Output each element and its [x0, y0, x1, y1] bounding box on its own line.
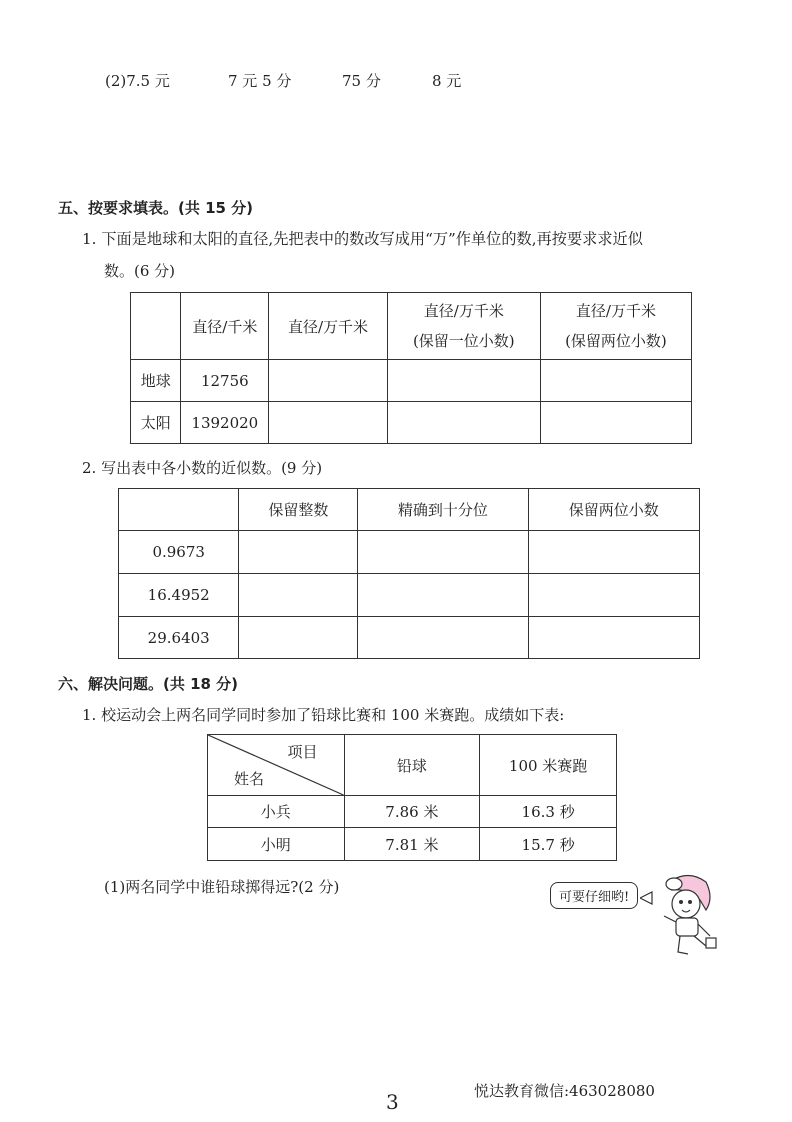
answer-cell[interactable]: [239, 617, 358, 659]
table-row: [131, 360, 692, 402]
results-table: [207, 734, 617, 861]
diameter-corner-cell: [131, 293, 181, 360]
answer-cell[interactable]: [387, 360, 540, 402]
results-header-shot: 铅球: [344, 735, 480, 796]
table-row: [208, 828, 617, 861]
section5-title: 五、按要求填表。(共 15 分): [58, 199, 254, 217]
answer-cell[interactable]: [540, 360, 691, 402]
s6-q1-text: 1. 校运动会上两名同学同时参加了铅球比赛和 100 米赛跑。成绩如下表:: [82, 706, 565, 724]
s6-q1-sub1: (1)两名同学中谁铅球掷得远?(2 分): [104, 878, 340, 896]
run-result: 16.3 秒: [480, 796, 617, 828]
prev-option-3: 8 元: [432, 72, 462, 90]
diagonal-line: [208, 735, 344, 795]
answer-cell[interactable]: [269, 360, 388, 402]
row-label: 地球: [131, 360, 181, 402]
speech-text: 可要仔细哟!: [559, 890, 630, 905]
approx-header-integer: 保留整数: [239, 489, 358, 531]
table-row: [131, 402, 692, 444]
prev-option-1: 7 元 5 分: [228, 72, 292, 90]
answer-cell[interactable]: [269, 402, 388, 444]
answer-cell[interactable]: [528, 531, 699, 574]
student-name: 小明: [208, 828, 345, 861]
page-number: 3: [386, 1090, 399, 1114]
table-row: [119, 531, 700, 574]
row-value: 16.4952: [119, 574, 239, 617]
corner-bottom-label: 姓名: [234, 770, 265, 788]
speech-bubble: [550, 882, 638, 909]
answer-cell[interactable]: [239, 574, 358, 617]
student-name: 小兵: [208, 796, 345, 828]
answer-cell[interactable]: [239, 531, 358, 574]
row-value: 1392020: [181, 402, 269, 444]
approx-header-2dp: 保留两位小数: [528, 489, 699, 531]
diameter-header-km: 直径/千米: [181, 293, 269, 360]
watermark-text: 悦达教育微信:463028080: [474, 1082, 655, 1100]
approx-header-tenths: 精确到十分位: [358, 489, 528, 531]
answer-cell[interactable]: [387, 402, 540, 444]
results-corner-cell: [208, 735, 345, 796]
diameter-header-1dp: 直径/万千米 (保留一位小数): [387, 293, 540, 360]
mascot-illustration: [640, 870, 720, 960]
answer-cell[interactable]: [358, 617, 528, 659]
answer-cell[interactable]: [528, 617, 699, 659]
diameter-header-2dp: 直径/万千米 (保留两位小数): [540, 293, 691, 360]
table-row: [208, 796, 617, 828]
row-value: 29.6403: [119, 617, 239, 659]
answer-cell[interactable]: [358, 531, 528, 574]
run-result: 15.7 秒: [480, 828, 617, 861]
s5-q1-text-line1: 1. 下面是地球和太阳的直径,先把表中的数改写成用“万”作单位的数,再按要求求近似: [82, 230, 643, 248]
results-header-run: 100 米赛跑: [480, 735, 617, 796]
answer-cell[interactable]: [540, 402, 691, 444]
answer-cell[interactable]: [358, 574, 528, 617]
shot-result: 7.81 米: [344, 828, 480, 861]
table-row: [119, 617, 700, 659]
prev-option-2: 75 分: [342, 72, 381, 90]
s5-q1-text-line2: 数。(6 分): [104, 262, 176, 280]
row-label: 太阳: [131, 402, 181, 444]
section6-title: 六、解决问题。(共 18 分): [58, 675, 239, 693]
s5-q2-text: 2. 写出表中各小数的近似数。(9 分): [82, 459, 323, 477]
row-value: 12756: [181, 360, 269, 402]
diameter-table: [130, 292, 692, 444]
approximation-table: [118, 488, 700, 659]
row-value: 0.9673: [119, 531, 239, 574]
shot-result: 7.86 米: [344, 796, 480, 828]
table-row: [119, 574, 700, 617]
approx-corner-cell: [119, 489, 239, 531]
prev-question-label: (2)7.5 元: [105, 72, 170, 90]
corner-top-label: 项目: [287, 743, 318, 761]
diameter-header-wan-km: 直径/万千米: [269, 293, 388, 360]
answer-cell[interactable]: [528, 574, 699, 617]
